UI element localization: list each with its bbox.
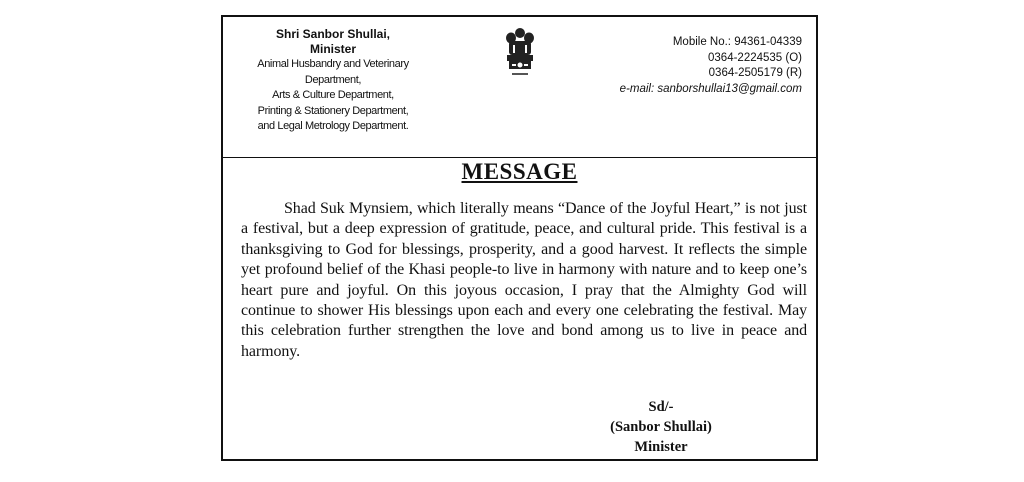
letterhead	[223, 17, 816, 158]
office-phone: 0364-2224535 (O)	[708, 51, 802, 64]
department-line: and Legal Metrology Department.	[257, 120, 409, 132]
email-address: e-mail: sanborshullai13@gmail.com	[619, 82, 802, 95]
signature-sd: Sd/-	[648, 399, 674, 415]
message-body: Shad Suk Mynsiem, which literally means “Dance of the Joyful Heart,” is not just a festival, but a deep expression of gratitude, peace, and cultural pride. This festival is a thanksgiving to God for blessings, prosperity, and a good harvest. It reflects the simple yet profound belief of the Khasi people-to live in harmony with nature and to keep one’s heart pure and joyful. On this joyous occasion, I pray that the Almighty God will continue to shower His blessings upon each and every one celebrating the festival. May this celebration further strengthen the love and bond among us to live in peace and harmony.	[241, 200, 807, 360]
department-line: Arts & Culture Department,	[272, 89, 394, 101]
department-line: Printing & Stationery Department,	[257, 104, 409, 117]
signatory-name: (Sanbor Shullai)	[610, 419, 712, 435]
minister-name: Shri Sanbor Shullai,	[275, 27, 391, 41]
message-frame	[221, 15, 818, 461]
contact-info	[620, 35, 802, 97]
minister-info	[233, 27, 433, 135]
minister-role: Minister	[309, 42, 356, 56]
residence-phone: 0364-2505179 (R)	[708, 67, 802, 79]
department-line: Animal Husbandry and Veterinary	[257, 58, 409, 70]
signatory-title: Minister	[634, 439, 688, 455]
mobile-number: Mobile No.: 94361-04339	[672, 36, 802, 48]
department-line: Department,	[304, 73, 362, 86]
signature-block	[576, 397, 746, 457]
message-title: MESSAGE	[461, 159, 578, 184]
state-emblem-icon	[503, 27, 537, 79]
